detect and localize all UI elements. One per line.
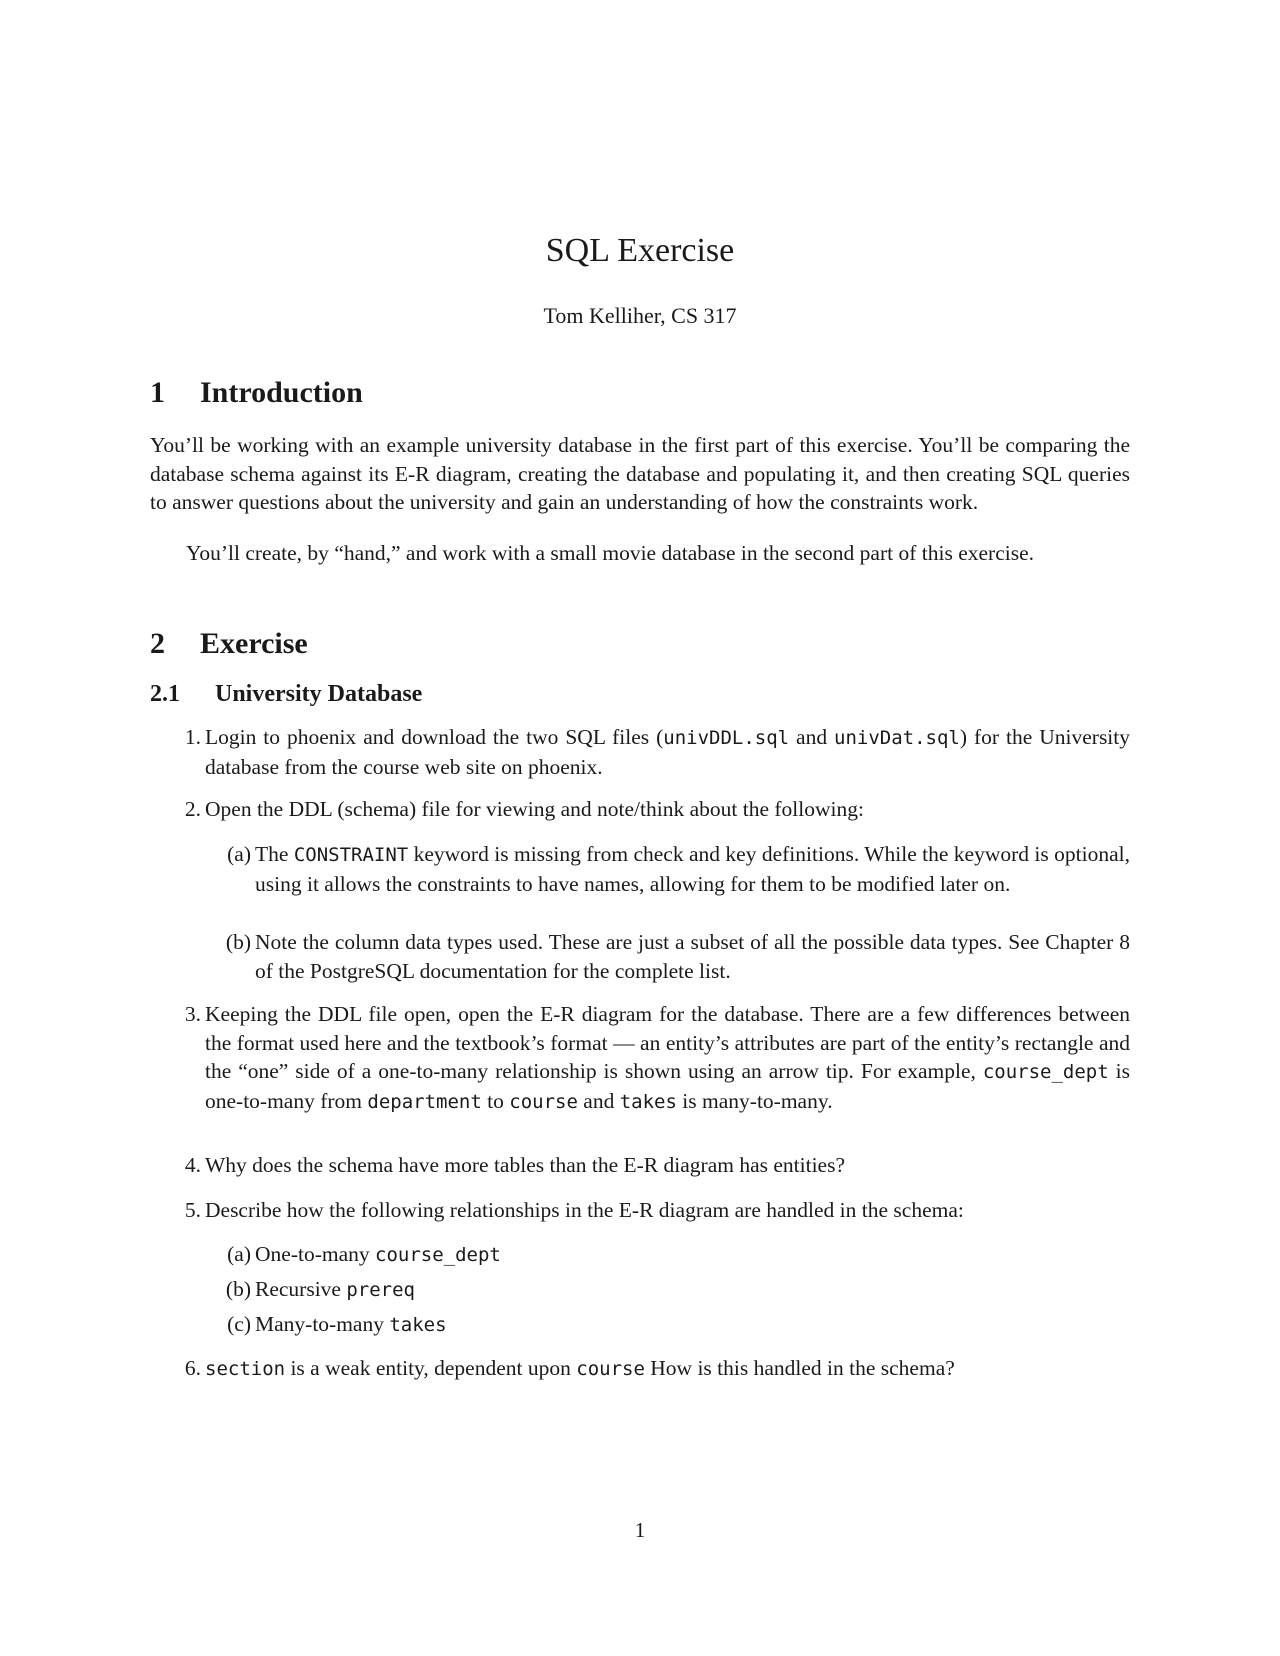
list-subitem-label: (b)	[225, 930, 251, 954]
code-course-dept: course_dept	[375, 1244, 501, 1266]
list-item-number: 6.	[184, 1356, 201, 1380]
section-title: Exercise	[200, 627, 308, 660]
item-text: How is this handled in the schema?	[644, 1356, 955, 1380]
filename-ddl: univDDL.sql	[663, 727, 790, 749]
subsection-number: 2.1	[150, 681, 180, 707]
list-item-2	[184, 795, 1130, 824]
list-subitem-label: (a)	[227, 1242, 251, 1266]
list-item-number: 3.	[184, 1002, 201, 1026]
item-text: Recursive	[255, 1277, 347, 1301]
page-number: 1	[634, 1518, 646, 1542]
code-prereq: prereq	[346, 1279, 415, 1301]
list-item-3	[184, 1000, 1131, 1116]
list-item-5	[184, 1196, 1130, 1225]
code-takes: takes	[389, 1314, 447, 1336]
section-heading-exercise	[150, 627, 308, 661]
list-subitem-label: (c)	[227, 1312, 251, 1336]
subsection-title: University Database	[215, 681, 423, 707]
document-title: SQL Exercise	[545, 232, 735, 269]
list-subitem-5a	[227, 1240, 1130, 1270]
item-text: Open the DDL (schema) file for viewing and note/think about the following:	[205, 797, 864, 821]
item-text: One-to-many	[255, 1242, 376, 1266]
item-text: Why does the schema have more tables than the E-R diagram has entities?	[205, 1153, 846, 1177]
list-item-4	[184, 1151, 1130, 1180]
item-text: and	[789, 725, 835, 749]
code-department: department	[367, 1090, 482, 1113]
code-takes: takes	[619, 1090, 677, 1113]
section-number: 2	[150, 627, 165, 660]
list-subitem-2b	[225, 928, 1130, 985]
list-subitem-5c	[227, 1310, 1130, 1340]
list-subitem-5b	[225, 1275, 1130, 1305]
section-title: Introduction	[200, 376, 363, 409]
item-text: is one-to-many from	[205, 1059, 1131, 1113]
list-subitem-label: (a)	[227, 842, 251, 866]
item-text: is a weak entity, dependent upon	[285, 1356, 577, 1380]
document-author: Tom Kelliher, CS 317	[543, 303, 737, 328]
item-text: to	[481, 1088, 510, 1113]
intro-paragraph-2: You’ll create, by “hand,” and work with a small movie database in the second part of this exercise.	[186, 541, 1035, 565]
list-item-number: 5.	[184, 1198, 201, 1222]
list-item-1	[184, 723, 1131, 781]
item-text: ) for the University database from the course web site on phoenix.	[205, 725, 1131, 779]
item-text: Many-to-many	[255, 1312, 390, 1336]
item-text: Login to phoenix and download the two SQL files (	[205, 725, 664, 749]
list-item-number: 2.	[184, 797, 201, 821]
code-section: section	[205, 1358, 286, 1380]
keyword-constraint: CONSTRAINT	[293, 844, 409, 866]
subsection-heading-university-database	[150, 681, 422, 708]
item-text: Describe how the following relationships in the E-R diagram are handled in the schema:	[205, 1198, 964, 1222]
section-heading-introduction	[150, 376, 363, 410]
list-item-6	[184, 1354, 1130, 1384]
code-course: course	[576, 1358, 645, 1380]
intro-paragraph-1: You’ll be working with an example university database in the first part of this exercise. You’ll be comparing the database schema against its E-R diagram, creating the database and populating it, and then creating SQL queries to answer questions about the university and gain an understanding of how the constraints work.	[150, 433, 1130, 514]
code-course: course	[509, 1090, 578, 1113]
item-text: Note the column data types used. These are just a subset of all the possible data types. See Chapter 8 of the PostgreSQL documentation for the complete list.	[255, 930, 1130, 983]
item-text: Keeping the DDL file open, open the E-R diagram for the database. There are a few differences between the format used here and the textbook’s format — an entity’s attributes are part of the entity’s rectangle and the “one” side of a one-to-many relationship is shown using an arrow tip. For example,	[205, 1002, 1130, 1083]
item-text: is many-to-many.	[676, 1088, 833, 1113]
item-text: The	[255, 842, 294, 866]
list-subitem-2a	[227, 840, 1130, 898]
section-number: 1	[150, 376, 165, 409]
item-text: and	[577, 1088, 620, 1113]
list-item-number: 1.	[184, 725, 201, 749]
code-course-dept: course_dept	[982, 1061, 1109, 1083]
list-subitem-label: (b)	[225, 1277, 251, 1301]
item-text: keyword is missing from check and key definitions. While the keyword is optional, using it allows the constraints to have names, allowing for them to be modified later on.	[255, 842, 1130, 896]
list-item-number: 4.	[184, 1153, 201, 1177]
filename-dat: univDat.sql	[834, 727, 960, 749]
